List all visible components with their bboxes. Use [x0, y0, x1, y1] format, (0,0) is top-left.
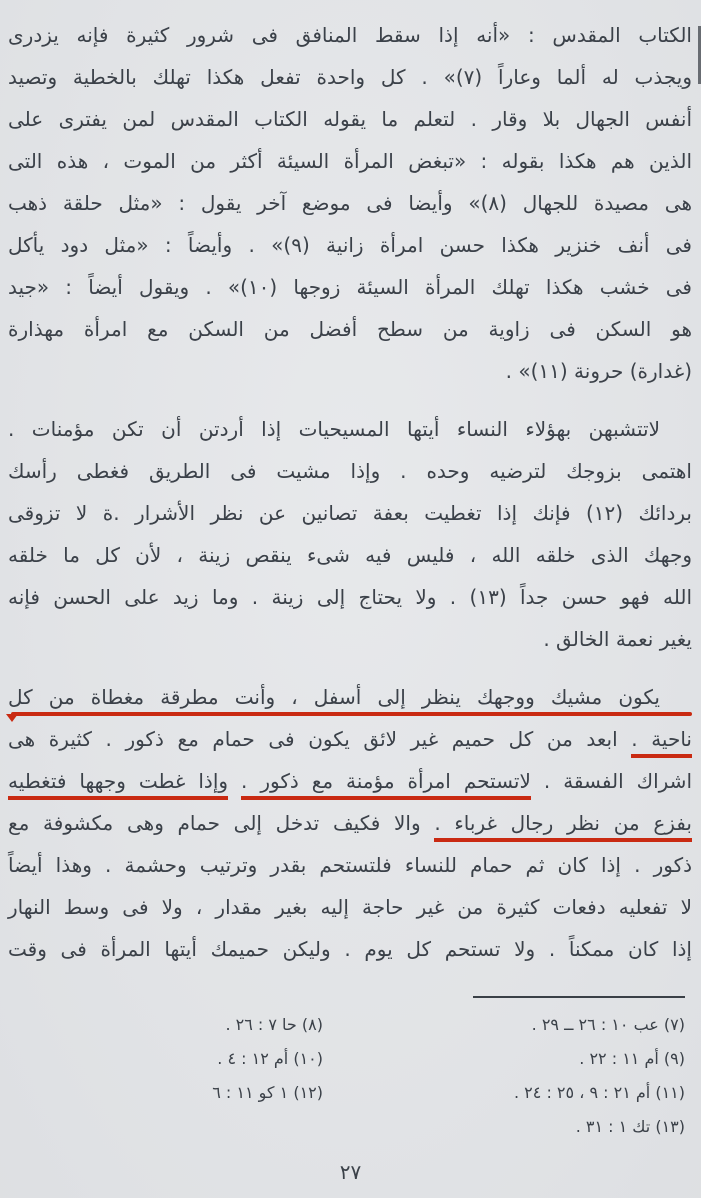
- footnote-row: [0, 1076, 685, 1110]
- text-segment: اشراك الفسقة .: [530, 769, 692, 793]
- footnote-row: [0, 1042, 685, 1076]
- text-segment: (غدارة) حرونة (١١)» .: [505, 359, 692, 383]
- text-line: [8, 56, 692, 98]
- footnote: (٩) أم ١١ : ٢٢ .: [579, 1049, 685, 1068]
- text-line: [8, 308, 692, 350]
- red-underlined-text: ناحية .: [631, 727, 692, 758]
- text-line: [8, 98, 692, 140]
- text-segment: ذكور . إذا كان ثم حمام للنساء فلتستحم بقدر وترتيب وحشمة . وهذا أيضاً: [8, 853, 692, 877]
- text-segment: [228, 769, 241, 793]
- footnote: (١١) أم ٢١ : ٩ ، ٢٥ : ٢٤ .: [514, 1083, 685, 1102]
- red-underlined-text: لاتستحم امرأة مؤمنة مع ذكور .: [241, 769, 531, 800]
- text-segment: إذا كان ممكناً . ولا تستحم كل يوم . وليكن حميمك أيتها المرأة فى وقت: [8, 937, 692, 961]
- text-line: [8, 450, 692, 492]
- text-line: [8, 224, 692, 266]
- footnote: [83, 1110, 323, 1144]
- text-line: [8, 492, 692, 534]
- paragraph: [8, 676, 692, 970]
- text-line-red-underlined: [8, 676, 692, 718]
- text-segment: ويجذب له ألما وعاراً (٧)» . كل واحدة تفعل هكذا تهلك بالخطية وتصيد: [8, 65, 693, 89]
- paragraph: [8, 14, 692, 392]
- text-line: [8, 576, 692, 618]
- text-segment: وجهك الذى خلقه الله ، فليس فيه شىء ينقص زينة ، لأن كل ما خلقه: [8, 543, 692, 567]
- text-segment: فى خشب هكذا تهلك المرأة السيئة زوجها (١٠)» . ويقول أيضاً : «جيد: [8, 275, 692, 299]
- footnote: (١٠) أم ١٢ : ٤ .: [217, 1049, 323, 1068]
- text-segment: الكتاب المقدس : «أنه إذا سقط المنافق فى شرور كثيرة فإنه يزدرى: [8, 23, 692, 47]
- footnote-row: [0, 1110, 685, 1144]
- text-segment: هو السكن فى زاوية من سطح أفضل من السكن مع امرأة مهذارة: [8, 317, 692, 341]
- text-line: [8, 140, 692, 182]
- text-line: [8, 182, 692, 224]
- text-line: [8, 760, 692, 802]
- text-line: [8, 886, 692, 928]
- text-line: [8, 618, 692, 660]
- text-line: [8, 14, 692, 56]
- text-segment: أنفس الجهال بلا وقار . لتعلم ما يقوله الكتاب المقدس لمن يفترى على: [8, 107, 692, 131]
- text-line: [8, 350, 692, 392]
- text-line: [8, 718, 692, 760]
- footnote: (١٢) ١ كو ١١ : ٦: [212, 1083, 323, 1102]
- footnote: (٨) حا ٧ : ٢٦ .: [225, 1015, 323, 1034]
- text-segment: الله فهو حسن جداً (١٣) . ولا يحتاج إلى زينة . وما زيد على الحسن فإنه: [8, 585, 692, 609]
- text-segment: فى أنف خنزير هكذا حسن امرأة زانية (٩)» . وأيضاً : «مثل دود يأكل: [8, 233, 692, 257]
- text-segment: يغير نعمة الخالق .: [543, 627, 692, 651]
- text-line: [8, 802, 692, 844]
- footnote-divider: [473, 996, 685, 998]
- red-underlined-text: وإذا غطت وجهها فتغطيه: [8, 769, 228, 800]
- footnote: (١٣) تك ١ : ٣١ .: [575, 1117, 685, 1136]
- text-segment: ابعد من كل حميم غير لائق يكون فى حمام مع ذكور . كثيرة هى: [8, 727, 632, 751]
- text-segment: بردائك (١٢) فإنك إذا تغطيت بعفة تصانين عن نظر الأشرار .ة لا تزوقى: [8, 501, 692, 525]
- text-line: [8, 534, 692, 576]
- footnote-row: [0, 1008, 685, 1042]
- footnotes: [0, 1008, 701, 1144]
- text-line: [8, 928, 692, 970]
- paragraph: [8, 408, 692, 660]
- footnote: (٧) عب ١٠ : ٢٦ ــ ٢٩ .: [531, 1015, 685, 1034]
- text-line: [8, 408, 692, 450]
- text-segment: اهتمى بزوجك لترضيه وحده . وإذا مشيت فى الطريق فغطى رأسك: [8, 459, 692, 483]
- text-segment: هى مصيدة للجهال (٨)» وأيضا فى موضع آخر يقول : «مثل حلقة ذهب: [8, 191, 692, 215]
- text-segment: لا تفعليه دفعات كثيرة من غير حاجة إليه بغير مقدار ، ولا فى وسط النهار: [8, 895, 692, 919]
- text-segment: والا فكيف تدخل إلى حمام وهى مكشوفة مع: [8, 811, 435, 835]
- text-segment: لاتتشبهن بهؤلاء النساء أيتها المسيحيات إذا أردتن أن تكن مؤمنات .: [8, 417, 660, 441]
- text-line: [8, 266, 692, 308]
- text-segment: يكون مشيك ووجهك ينظر إلى أسفل ، وأنت مطرقة مغطاة من كل: [8, 685, 660, 709]
- page-number: ٢٧: [339, 1160, 362, 1184]
- red-underlined-text: بفزع من نظر رجال غرباء .: [434, 811, 692, 842]
- text-line: [8, 844, 692, 886]
- text-segment: الذين هم هكذا بقوله : «تبغض المرأة السيئة أكثر من الموت ، هذه التى: [8, 149, 692, 173]
